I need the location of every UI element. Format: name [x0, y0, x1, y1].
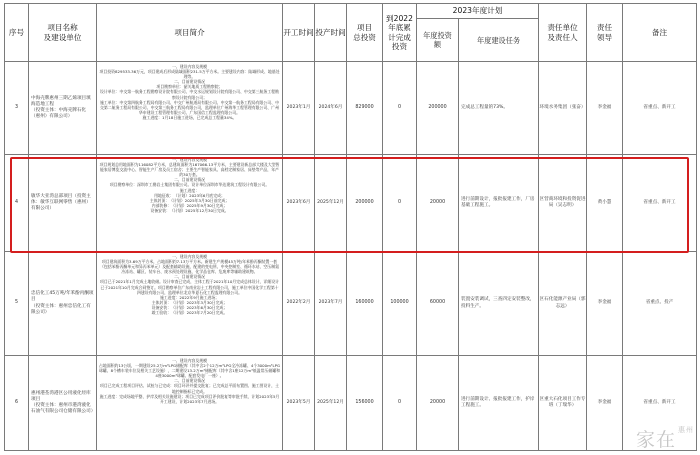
header-start: 开工时间 [283, 4, 315, 62]
table-row [5, 356, 697, 451]
row-task: 进行前期设计，报批报建工作，厂房基础工程施工。 [459, 155, 539, 252]
row-operation: 2025年12月 [315, 155, 347, 252]
header-intro: 项目简介 [97, 4, 283, 62]
row-project: 忠信化工45万吨/年苯酚丙酮项目 （投资主体：惠州忠信化工有限公司） [29, 252, 97, 356]
header-project: 项目名称 及建设单位 [29, 4, 97, 62]
row-cumulative: 0 [383, 62, 417, 155]
row-unit: 区重大石化项目工作专班（丁瑞华） [539, 356, 587, 451]
row-unit: 区石化能源产业局（郭志远） [539, 252, 587, 356]
watermark-sub: 惠州 [678, 426, 694, 434]
row-cumulative: 0 [383, 356, 417, 451]
header-plan-group: 2023年度计划 [417, 4, 539, 19]
row-leader: 李金福 [587, 62, 623, 155]
row-annual: 200000 [417, 62, 459, 155]
row-total: 156000 [347, 356, 383, 451]
watermark-text: 家在 [635, 429, 676, 451]
header-seq: 序号 [5, 4, 29, 62]
row-start: 2023年6月 [283, 155, 315, 252]
row-total: 160000 [347, 252, 383, 356]
row-annual: 60000 [417, 252, 459, 356]
row-intro: 一、建设内容及规模 项目投资829533.36万元，项目建成后形成陆域面积231.5万平方米。主要建设内容：陆域形成、地基处理等。 二、目前建设情况 项目勘察单位：韶关地质工程勘察院； 设计单位：中交第一航务工程勘察设计院有限公司、中交水运规划设计院有限公司、中交第三航务工程勘察设计院有限公司； 施工单位：中交第四航务工程局有限公司、中交广州航道局有限公司、中交第一航务工程局有限公司、中交第二航务工程局有限公司、中交第三航务工程局有限公司，监理单位广州海华工程管理有限公司、广州华申建设工程管理有限公司、广东国信工程监理有限公司。 施工进度：1月18日施工进场，已完成总工程量34%。 [97, 62, 283, 155]
row-start: 2023年1月 [283, 62, 315, 155]
header-annual: 年度投资 额 [417, 19, 459, 62]
row-unit: 区营商环境和投资促进局（吴志明） [539, 155, 587, 252]
row-start: 2022年2月 [283, 252, 315, 356]
row-intro: 一、建设内容及规模 项目规划总用地面积为116082平方米，总建筑面积为167066.13平方米，主要建设新总部大楼及大型智能家居博览交流中心、智能生产厂房及员工宿舍；主要生产智能家具、高档定制家居、床垫等产品，年产约30万套。 二、目前建设情况 项目勘察单位：深圳市工勘岩土集团有限公司。设计单位深圳市华达建筑工程设计有限公司。 施工进度： 用地征收：（计划）2023年6月底完成； 主体封顶：（计划）2025年3月30日前完成； 内部装修：（计划）2025年9月30日完成； 设备安装：（计划）2025年12月30日完成。 [97, 155, 283, 252]
row-cumulative: 0 [383, 155, 417, 252]
header-operation: 投产时间 [315, 4, 347, 62]
row-task: 进行前期设计、报批报建工作，护岸工程施工。 [459, 356, 539, 451]
row-seq: 6 [5, 356, 29, 451]
row-remarks: 省重点、新开工 [623, 62, 697, 155]
row-remarks: 省重点、新开工 [623, 356, 697, 451]
row-intro: 一、建设内容及规模 占地面积约13公顷，一期建设25.2万m³LPG储配库（其中含2个12万m³LPG全冷冻罐、4个3000m³LPG球罐、8个槽车装车位及相关工艺设施），二期建设13.2万m³储配库（其中含1座12万m³低温常压储罐和4座3000m³球罐、配套发电厂一座）。 二、目前建设情况 项目已完成工程项目评估、试桩与已完成：项目环评并提交批复；已完成总平面布置图、施工图设计，土地控制指标已完成。 施工进度：完成场地平整、护岸及相关设施建设；项目已完成项目评价批复等审批手续，计划2023年5月开工建设，计划2023年7月进场。 [97, 356, 283, 451]
project-plan-table [4, 3, 697, 451]
header-unit: 责任单位 及责任人 [539, 4, 587, 62]
row-task: 装置安装调试，三查四定安装整改，投料生产。 [459, 252, 539, 356]
header-task: 年度建设任务 [459, 19, 539, 62]
row-operation: 2023年7月 [315, 252, 347, 356]
header-total: 项目 总投资 [347, 4, 383, 62]
table-row [5, 155, 697, 252]
table-row [5, 62, 697, 155]
row-project: 中海壳牌惠州三期乙烯项目填海造地工程 （投资主体：中海壳牌石化（惠州）有限公司） [29, 62, 97, 155]
row-leader: 李金福 [587, 356, 623, 451]
watermark [636, 425, 694, 452]
row-seq: 3 [5, 62, 29, 155]
row-intro: 一、建设内容及规模 项目建筑面积为3.69万平方米，占地面积约7.13万平方米。新建生产规模45万吨/年苯酚丙酮装置一套（包括苯酚丙酮单元和异丙苯单元）及配套辅助设施，配建的变电所、中央控制室、循环水站、空压制氮冷冻站、罐区、装车台、废水预处理设施、化学品仓库、危废库等辅助建筑物。 二、目前建设情况 项目已于2021年1月完成土地收储。设计审查已完成，主体工程于2021年10月完成总体设计，详细设计已于2021年10月完成合同签订。项目勘察单位广东南业岩土工程有限公司，施工单位中国化学工程第十四建设有限公司，监理单位北京华夏石化工程监理有限公司。 施工进度：2022年9月施工进场； 主体封顶：（计划）2023年3月30日完成； 设备安装：（计划）2023年6月30日完成； 竣工验收：（计划）2023年7月20日完成。 [97, 252, 283, 356]
row-remarks: 省重点、新开工 [623, 155, 697, 252]
row-project: 惠州港荃湾港区公用液化烃库项目 （投资主体：惠州市港湾液化石油气有限公司仓储有限公司） [29, 356, 97, 451]
row-remarks: 省重点、投产 [623, 252, 697, 356]
row-operation: 2024年6月 [315, 62, 347, 155]
row-annual: 20000 [417, 155, 459, 252]
row-seq: 5 [5, 252, 29, 356]
row-start: 2023年5月 [283, 356, 315, 451]
row-total: 200000 [347, 155, 383, 252]
row-operation: 2025年12月 [315, 356, 347, 451]
row-cumulative: 100000 [383, 252, 417, 356]
header-leader: 责任 领导 [587, 4, 623, 62]
row-project: 敏华大亚湾总部项目（投资主体：敏华互联网零售（惠州）有限公司） [29, 155, 97, 252]
row-leader: 李金福 [587, 252, 623, 356]
table-row [5, 252, 697, 356]
header-cumulative: 到2022 年底累 计完成 投资 [383, 4, 417, 62]
row-leader: 黄小慧 [587, 155, 623, 252]
row-seq: 4 [5, 155, 29, 252]
header-remarks: 备注 [623, 4, 697, 62]
row-unit: 环境水务集团（张奋） [539, 62, 587, 155]
row-total: 829000 [347, 62, 383, 155]
row-task: 完成总工程量的73%。 [459, 62, 539, 155]
row-annual: 20000 [417, 356, 459, 451]
